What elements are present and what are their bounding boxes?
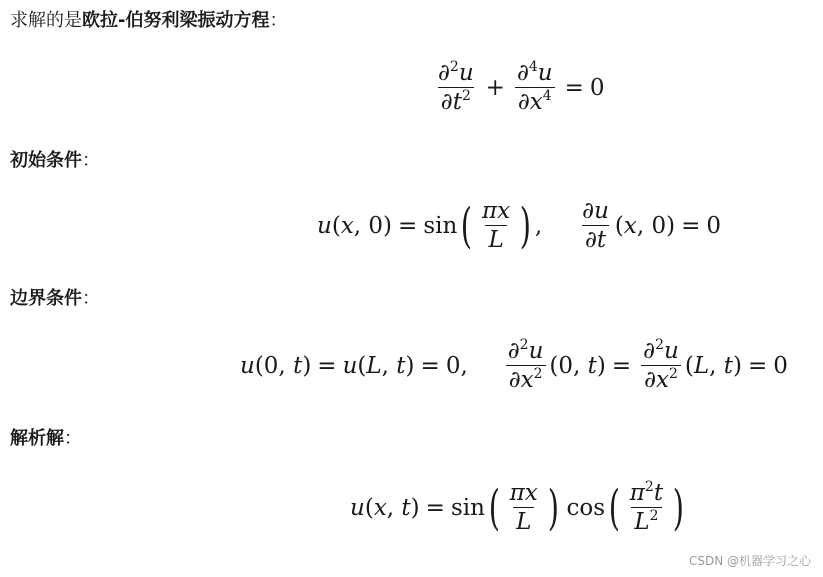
analytical-solution-equation: u(x, t) = sin ( $\frac{\pi x}{L}$ ) cos ( $\frac{\pi^2t}{L^2}$ ) — [350, 479, 685, 536]
initial-conditions-equation: u(x, 0) = sin ( $\frac{\pi x}{L}$ ) , $\frac{\partial u}{\partial t}$ (x, 0) = 0 — [317, 198, 722, 254]
boundary-conditions-title: 边界条件 — [10, 288, 82, 309]
pde-space-term: $\frac{\partial^4u}{\partial x^4}$ — [514, 62, 556, 114]
pde-time-term: $\frac{\partial^2u}{\partial t^2}$ — [438, 59, 474, 115]
intro-colon: ： — [269, 10, 288, 31]
intro-equation-name: 欧拉-伯努利梁振动方程 — [82, 10, 270, 31]
csdn-watermark: CSDN @机器学习之心 — [688, 554, 811, 568]
intro-heading — [10, 10, 287, 32]
initial-conditions-heading: 初始条件： — [10, 150, 100, 171]
intro-prefix: 求解的是 — [10, 10, 82, 31]
pde-equation: $\frac{\partial^2u}{\partial t^2}$ + $\frac{\partial^4u}{\partial x^4}$ = 0 — [432, 62, 605, 114]
analytical-solution-heading: 解析解： — [10, 428, 82, 449]
initial-conditions-title: 初始条件 — [10, 150, 82, 171]
boundary-conditions-heading: 边界条件： — [10, 288, 100, 309]
analytical-solution-title: 解析解 — [10, 428, 64, 449]
boundary-conditions-equation: u(0, t) = u(L, t) = 0, $\frac{\partial^2u}{\partial x^2}$ (0, t) = $\frac{\partial^2u}{\partial x^2}$ (L, t) = 0 — [240, 337, 788, 393]
